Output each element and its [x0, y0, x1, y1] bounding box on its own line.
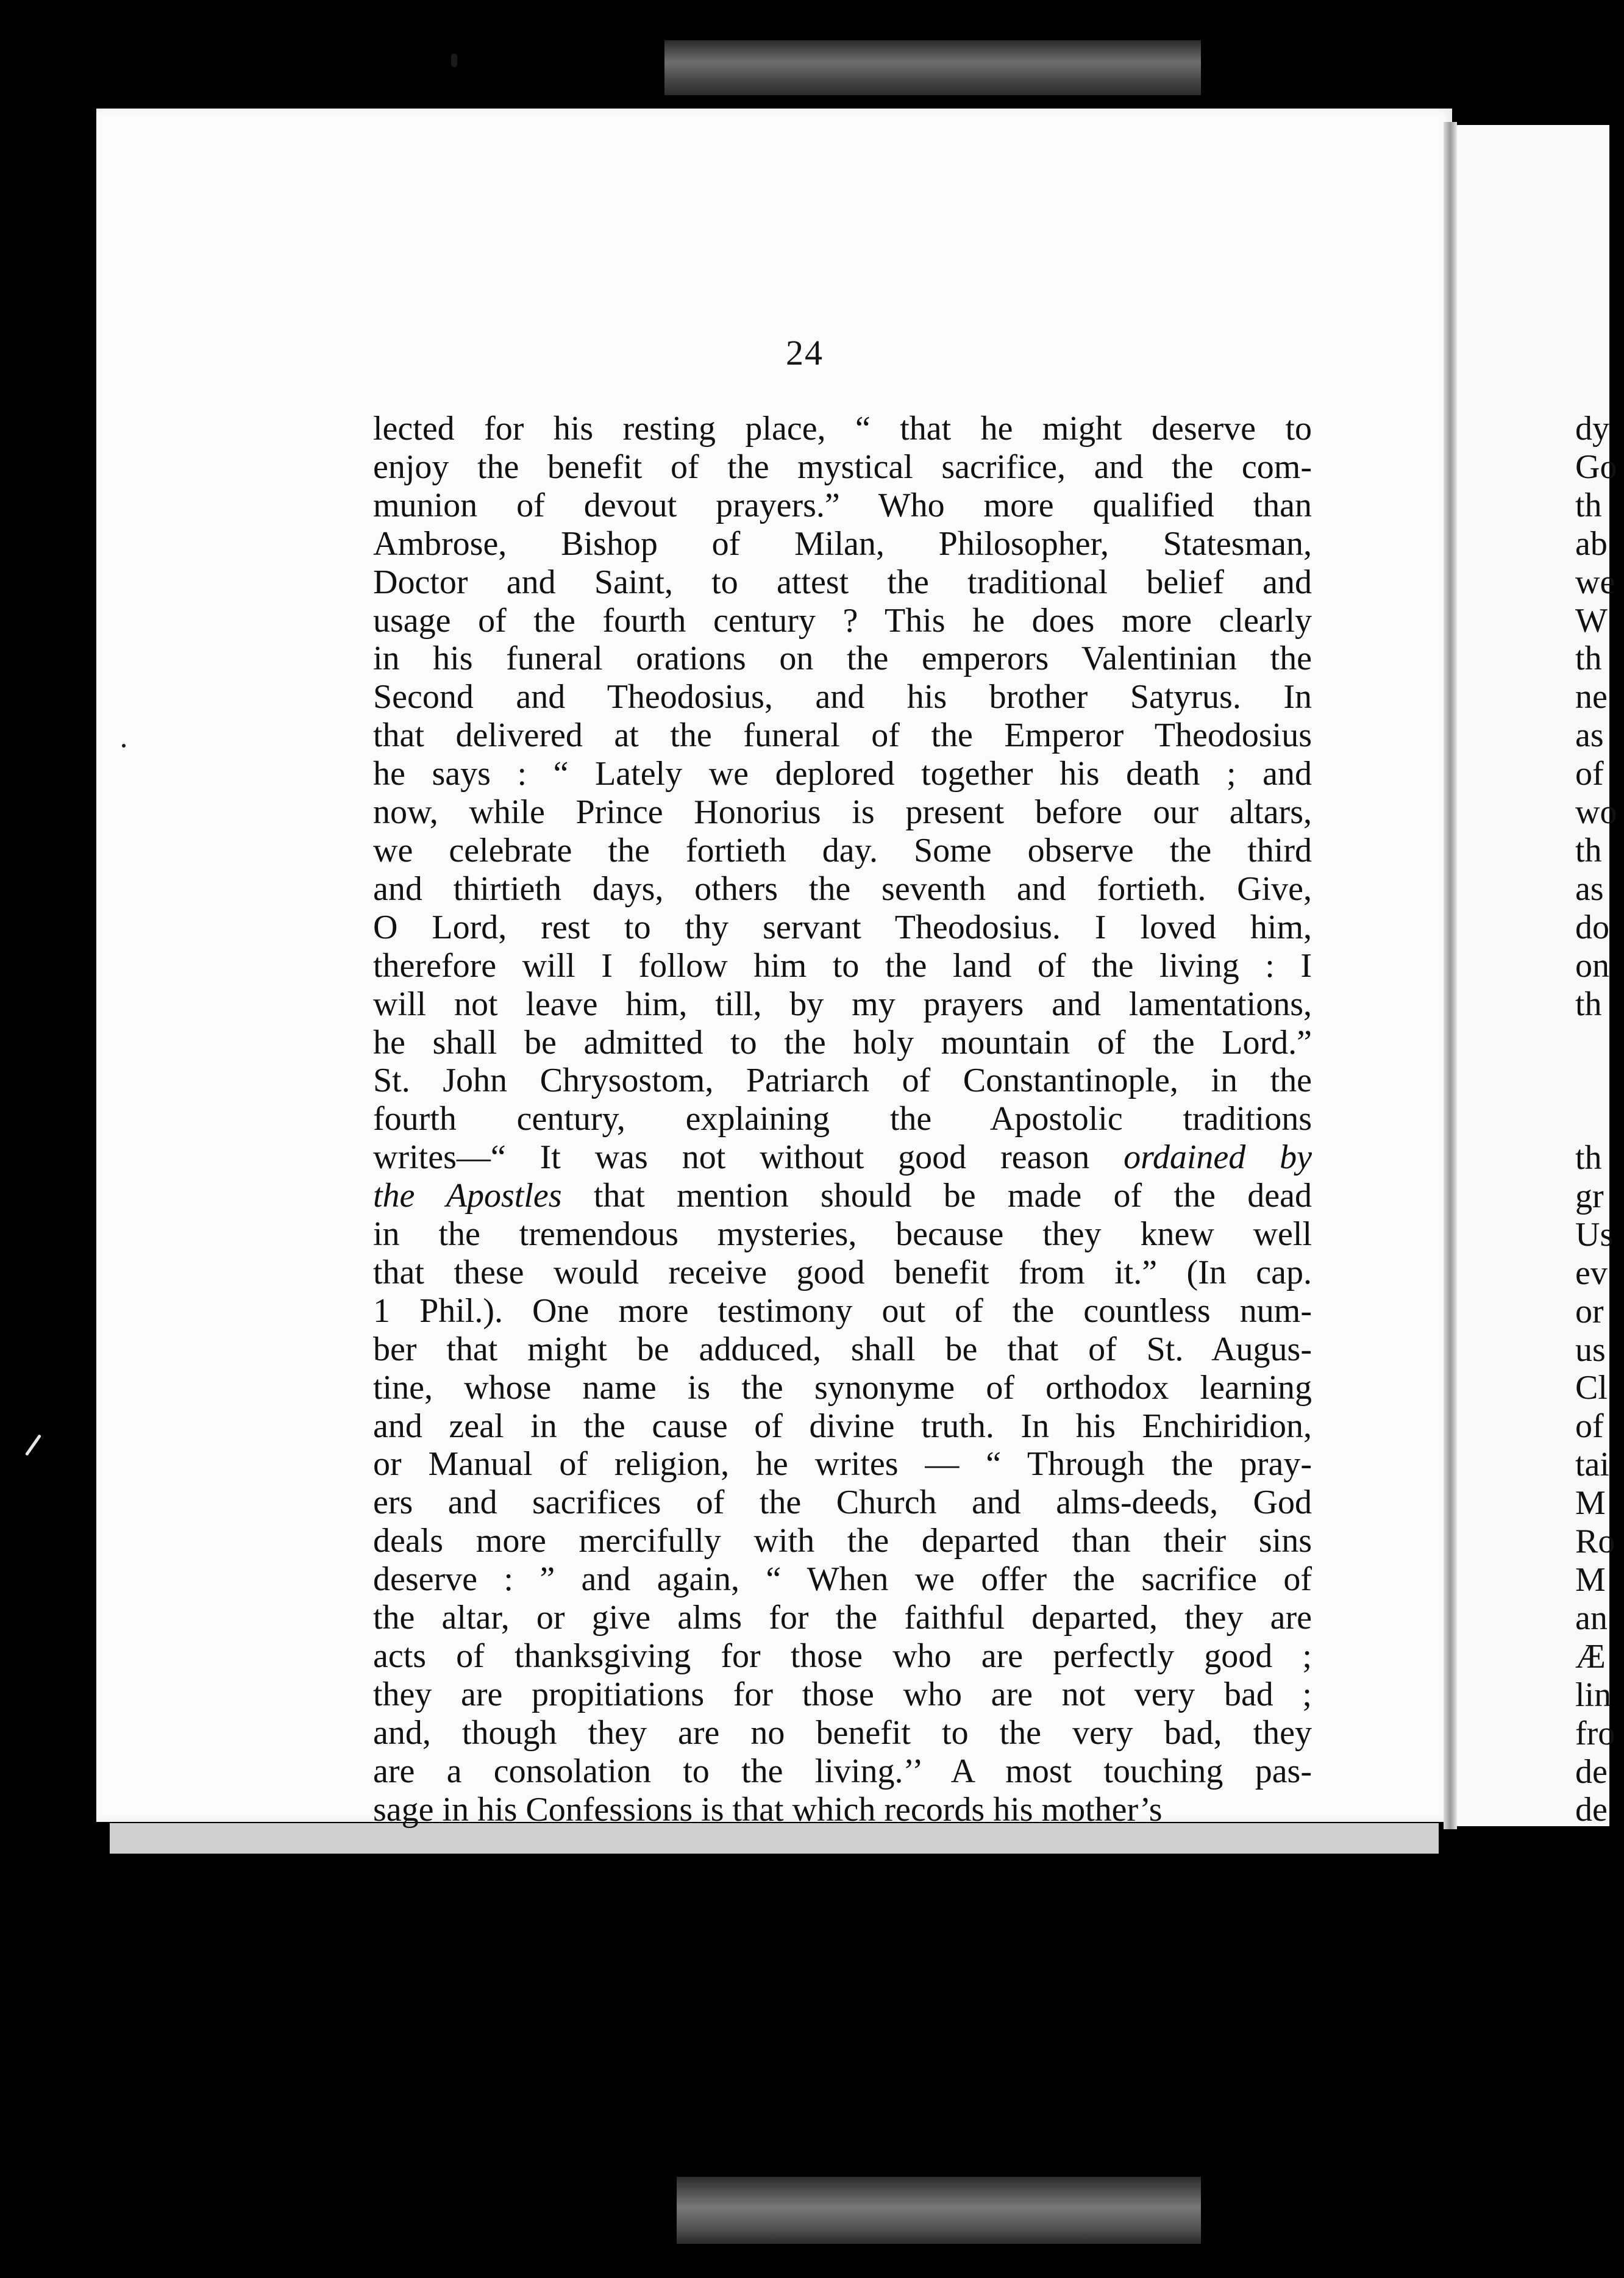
scan-clip-top [664, 40, 1201, 95]
facing-fragment: we [1575, 563, 1615, 601]
scan-speck [25, 1434, 41, 1456]
text-line: we celebrate the fortieth day. Some observe the third [373, 831, 1312, 869]
facing-fragment: dy [1575, 410, 1609, 448]
text-line: deals more mercifully with the departed than their sins [373, 1522, 1312, 1560]
scan-speck [122, 744, 126, 748]
text-line: O Lord, rest to thy servant Theodosius. I loved him, [373, 908, 1312, 946]
facing-fragment: us [1575, 1330, 1606, 1369]
facing-fragment: as [1575, 869, 1604, 908]
text-line: St. John Chrysostom, Patriarch of Constantinople, in the [373, 1062, 1312, 1100]
text-line: in his funeral orations on the emperors Valentinian the [373, 640, 1312, 678]
facing-fragment: of [1575, 1407, 1604, 1446]
text-line: Doctor and Saint, to attest the traditional belief and [373, 563, 1312, 601]
facing-fragment: de [1575, 1752, 1608, 1791]
facing-fragment: or [1575, 1292, 1604, 1330]
text-line: 1 Phil.). One more testimony out of the countless num- [373, 1291, 1312, 1330]
facing-fragment: Cl [1575, 1369, 1608, 1407]
facing-fragment: as [1575, 716, 1604, 755]
text-line: that delivered at the funeral of the Emperor Theodosius [373, 716, 1312, 755]
scan-speck [451, 54, 457, 67]
text-line: tine, whose name is the synonyme of orthodox learning [373, 1368, 1312, 1407]
text-line: Ambrose, Bishop of Milan, Philosopher, Statesman, [373, 524, 1312, 563]
facing-fragment: an [1575, 1599, 1608, 1637]
page-body-text [373, 410, 1312, 1829]
facing-fragment: M [1575, 1560, 1606, 1599]
text-line: he says : “ Lately we deplored together his death ; and [373, 755, 1312, 793]
text-line: and zeal in the cause of divine truth. In his Enchiridion, [373, 1407, 1312, 1445]
text-line: usage of the fourth century ? This he does more clearly [373, 601, 1312, 640]
text-line: Second and Theodosius, and his brother Satyrus. In [373, 678, 1312, 716]
facing-fragment: tai [1575, 1446, 1609, 1484]
text-line: are a consolation to the living.’’ A most touching pas- [373, 1752, 1312, 1790]
facing-fragment: Æ [1575, 1637, 1606, 1676]
facing-fragment: th [1575, 985, 1602, 1023]
facing-fragment: de [1575, 1791, 1608, 1829]
facing-fragment: M [1575, 1484, 1606, 1523]
facing-fragment: Ro [1575, 1523, 1615, 1561]
facing-fragment: do [1575, 908, 1609, 946]
facing-fragment: fro [1575, 1714, 1615, 1752]
text-line: and thirtieth days, others the seventh and fortieth. Give, [373, 869, 1312, 908]
text-segment: writes—“ It was not without good reason [373, 1138, 1124, 1177]
text-line: will not leave him, till, by my prayers and lamentations, [373, 985, 1312, 1023]
text-line: ers and sacrifices of the Church and alms-deeds, God [373, 1484, 1312, 1522]
facing-fragment: th [1575, 831, 1602, 869]
facing-page-text-lower [1575, 1139, 1624, 1829]
italic-phrase: ordained by [1124, 1138, 1312, 1177]
facing-fragment: of [1575, 755, 1604, 793]
text-line: and, though they are no benefit to the very bad, they [373, 1713, 1312, 1752]
text-segment: that mention should be made of the dead [561, 1177, 1312, 1215]
text-line: in the tremendous mysteries, because they knew well [373, 1215, 1312, 1254]
text-line: sage in his Confessions is that which records his mother’s [373, 1790, 1163, 1829]
facing-fragment: Go [1575, 448, 1617, 486]
text-line: or Manual of religion, he writes — “ Through the pray- [373, 1445, 1312, 1484]
facing-fragment: ev [1575, 1254, 1608, 1292]
book-gutter [1444, 122, 1457, 1829]
text-line: that these would receive good benefit from it.” (In cap. [373, 1253, 1312, 1291]
facing-page-text-upper [1575, 410, 1624, 1024]
text-line: munion of devout prayers.” Who more qualified than [373, 486, 1312, 524]
facing-fragment: ne [1575, 678, 1608, 716]
text-line: the altar, or give alms for the faithful departed, they are [373, 1599, 1312, 1637]
text-line: enjoy the benefit of the mystical sacrifice, and the com- [373, 448, 1312, 486]
facing-fragment: th [1575, 640, 1602, 678]
text-line [373, 1177, 1312, 1215]
text-line: lected for his resting place, “ that he might deserve to [373, 410, 1312, 448]
facing-fragment: wo [1575, 793, 1617, 832]
text-line: fourth century, explaining the Apostolic traditions [373, 1100, 1312, 1138]
text-line: therefore will I follow him to the land of the living : I [373, 946, 1312, 985]
italic-phrase: the Apostles [373, 1177, 562, 1215]
text-line: ber that might be adduced, shall be that of St. Augus- [373, 1330, 1312, 1368]
scan-clip-bottom [677, 2177, 1201, 2244]
facing-fragment: lin [1575, 1676, 1612, 1714]
facing-fragment: ab [1575, 524, 1608, 563]
text-line: he shall be admitted to the holy mountain of the Lord.” [373, 1023, 1312, 1062]
text-line: they are propitiations for those who are not very bad ; [373, 1675, 1312, 1713]
facing-fragment: gr [1575, 1177, 1604, 1215]
text-line [373, 1138, 1312, 1177]
facing-fragment: Us [1575, 1215, 1614, 1254]
facing-fragment: th [1575, 486, 1602, 524]
facing-fragment: th [1575, 1139, 1602, 1177]
text-line: now, while Prince Honorius is present before our altars, [373, 793, 1312, 832]
text-line: deserve : ” and again, “ When we offer the sacrifice of [373, 1560, 1312, 1599]
facing-fragment: on [1575, 946, 1609, 985]
facing-fragment: W [1575, 601, 1608, 640]
page-number: 24 [786, 333, 824, 373]
text-line: acts of thanksgiving for those who are perfectly good ; [373, 1637, 1312, 1675]
